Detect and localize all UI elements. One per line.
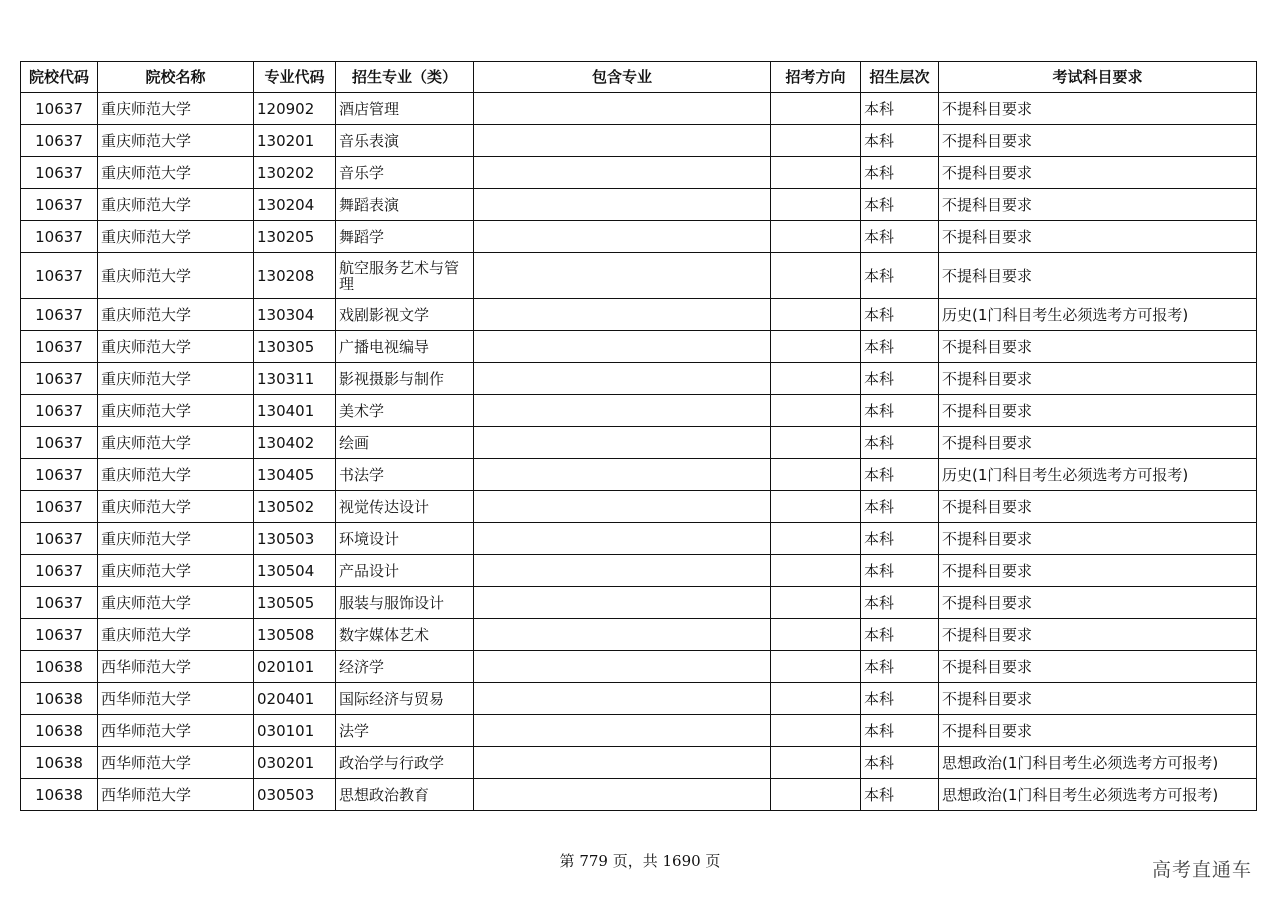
cell-included-majors: [474, 363, 771, 395]
cell-school-name: 重庆师范大学: [98, 587, 254, 619]
cell-level: 本科: [861, 747, 939, 779]
header-subject-req: 考试科目要求: [939, 62, 1257, 93]
cell-included-majors: [474, 221, 771, 253]
cell-level: 本科: [861, 299, 939, 331]
cell-major-name: 舞蹈表演: [336, 189, 474, 221]
table-row: [21, 299, 1257, 331]
cell-school-name: 西华师范大学: [98, 747, 254, 779]
cell-subject-requirement: 不提科目要求: [939, 331, 1257, 363]
cell-direction: [771, 189, 861, 221]
cell-included-majors: [474, 93, 771, 125]
cell-major-name: 美术学: [336, 395, 474, 427]
cell-direction: [771, 555, 861, 587]
cell-school-code: 10638: [21, 779, 98, 811]
table-row: [21, 715, 1257, 747]
cell-included-majors: [474, 331, 771, 363]
cell-school-name: 重庆师范大学: [98, 395, 254, 427]
cell-major-name: 国际经济与贸易: [336, 683, 474, 715]
cell-major-code: 130208: [254, 253, 336, 299]
cell-major-name: 酒店管理: [336, 93, 474, 125]
cell-school-name: 重庆师范大学: [98, 253, 254, 299]
cell-direction: [771, 157, 861, 189]
cell-school-code: 10637: [21, 619, 98, 651]
header-level: 招生层次: [861, 62, 939, 93]
cell-included-majors: [474, 157, 771, 189]
cell-school-code: 10637: [21, 491, 98, 523]
cell-school-name: 重庆师范大学: [98, 523, 254, 555]
cell-level: 本科: [861, 253, 939, 299]
table-row: [21, 427, 1257, 459]
cell-major-name: 法学: [336, 715, 474, 747]
cell-major-code: 130502: [254, 491, 336, 523]
cell-school-code: 10637: [21, 93, 98, 125]
cell-major-code: 130304: [254, 299, 336, 331]
cell-major-name: 环境设计: [336, 523, 474, 555]
table-row: [21, 683, 1257, 715]
table-body: [21, 93, 1257, 811]
cell-subject-requirement: 不提科目要求: [939, 157, 1257, 189]
cell-major-code: 130311: [254, 363, 336, 395]
cell-subject-requirement: 思想政治(1门科目考生必须选考方可报考): [939, 779, 1257, 811]
cell-included-majors: [474, 683, 771, 715]
cell-school-name: 重庆师范大学: [98, 427, 254, 459]
cell-direction: [771, 459, 861, 491]
cell-level: 本科: [861, 221, 939, 253]
cell-included-majors: [474, 555, 771, 587]
cell-major-name: 书法学: [336, 459, 474, 491]
cell-subject-requirement: 不提科目要求: [939, 587, 1257, 619]
cell-level: 本科: [861, 395, 939, 427]
cell-included-majors: [474, 299, 771, 331]
cell-level: 本科: [861, 779, 939, 811]
cell-school-name: 重庆师范大学: [98, 619, 254, 651]
table-row: [21, 253, 1257, 299]
cell-direction: [771, 363, 861, 395]
cell-level: 本科: [861, 93, 939, 125]
cell-level: 本科: [861, 157, 939, 189]
cell-major-code: 130201: [254, 125, 336, 157]
cell-included-majors: [474, 189, 771, 221]
page-number: 第 779 页，共 1690 页: [559, 852, 721, 870]
cell-level: 本科: [861, 331, 939, 363]
cell-school-name: 西华师范大学: [98, 651, 254, 683]
cell-direction: [771, 619, 861, 651]
cell-direction: [771, 93, 861, 125]
cell-school-code: 10638: [21, 683, 98, 715]
cell-school-code: 10638: [21, 747, 98, 779]
cell-included-majors: [474, 715, 771, 747]
table-row: [21, 331, 1257, 363]
cell-subject-requirement: 思想政治(1门科目考生必须选考方可报考): [939, 747, 1257, 779]
cell-direction: [771, 491, 861, 523]
cell-major-code: 030503: [254, 779, 336, 811]
cell-included-majors: [474, 619, 771, 651]
cell-included-majors: [474, 395, 771, 427]
cell-school-code: 10637: [21, 523, 98, 555]
cell-level: 本科: [861, 491, 939, 523]
cell-included-majors: [474, 779, 771, 811]
cell-level: 本科: [861, 459, 939, 491]
cell-school-name: 重庆师范大学: [98, 555, 254, 587]
cell-major-name: 广播电视编导: [336, 331, 474, 363]
table-row: [21, 587, 1257, 619]
table-row: [21, 651, 1257, 683]
header-row: [21, 62, 1257, 93]
table-row: [21, 221, 1257, 253]
cell-included-majors: [474, 523, 771, 555]
cell-direction: [771, 427, 861, 459]
cell-direction: [771, 651, 861, 683]
cell-included-majors: [474, 651, 771, 683]
header-major-code: 专业代码: [254, 62, 336, 93]
cell-subject-requirement: 不提科目要求: [939, 683, 1257, 715]
cell-major-code: 130505: [254, 587, 336, 619]
cell-school-code: 10637: [21, 253, 98, 299]
cell-school-code: 10637: [21, 587, 98, 619]
header-included-majors: 包含专业: [474, 62, 771, 93]
cell-direction: [771, 523, 861, 555]
cell-major-code: 130504: [254, 555, 336, 587]
cell-level: 本科: [861, 363, 939, 395]
cell-major-code: 130503: [254, 523, 336, 555]
cell-school-name: 重庆师范大学: [98, 221, 254, 253]
cell-level: 本科: [861, 125, 939, 157]
cell-school-code: 10637: [21, 189, 98, 221]
cell-school-code: 10637: [21, 299, 98, 331]
cell-school-code: 10637: [21, 395, 98, 427]
cell-subject-requirement: 不提科目要求: [939, 93, 1257, 125]
cell-included-majors: [474, 747, 771, 779]
cell-school-name: 西华师范大学: [98, 715, 254, 747]
cell-direction: [771, 331, 861, 363]
cell-major-name: 政治学与行政学: [336, 747, 474, 779]
table-row: [21, 555, 1257, 587]
cell-school-name: 重庆师范大学: [98, 157, 254, 189]
cell-school-name: 重庆师范大学: [98, 491, 254, 523]
table-row: [21, 523, 1257, 555]
cell-direction: [771, 299, 861, 331]
cell-level: 本科: [861, 427, 939, 459]
cell-major-name: 戏剧影视文学: [336, 299, 474, 331]
cell-school-name: 重庆师范大学: [98, 125, 254, 157]
table-row: [21, 157, 1257, 189]
cell-school-code: 10637: [21, 125, 98, 157]
cell-school-code: 10637: [21, 157, 98, 189]
header-school-name: 院校名称: [98, 62, 254, 93]
cell-level: 本科: [861, 523, 939, 555]
cell-major-code: 130205: [254, 221, 336, 253]
cell-major-code: 130401: [254, 395, 336, 427]
cell-direction: [771, 747, 861, 779]
cell-direction: [771, 683, 861, 715]
cell-major-code: 020101: [254, 651, 336, 683]
cell-subject-requirement: 不提科目要求: [939, 221, 1257, 253]
cell-subject-requirement: 历史(1门科目考生必须选考方可报考): [939, 299, 1257, 331]
cell-major-name: 视觉传达设计: [336, 491, 474, 523]
watermark: 高考直通车: [1151, 859, 1252, 881]
cell-major-name: 影视摄影与制作: [336, 363, 474, 395]
cell-school-name: 重庆师范大学: [98, 459, 254, 491]
cell-subject-requirement: 不提科目要求: [939, 651, 1257, 683]
cell-major-name: 思想政治教育: [336, 779, 474, 811]
cell-school-code: 10637: [21, 331, 98, 363]
cell-level: 本科: [861, 651, 939, 683]
cell-included-majors: [474, 459, 771, 491]
cell-school-code: 10638: [21, 715, 98, 747]
cell-direction: [771, 715, 861, 747]
cell-school-code: 10637: [21, 427, 98, 459]
table-row: [21, 189, 1257, 221]
table-row: [21, 363, 1257, 395]
table-row: [21, 747, 1257, 779]
cell-subject-requirement: 不提科目要求: [939, 253, 1257, 299]
cell-major-code: 130202: [254, 157, 336, 189]
cell-direction: [771, 587, 861, 619]
cell-major-name: 经济学: [336, 651, 474, 683]
cell-subject-requirement: 不提科目要求: [939, 715, 1257, 747]
cell-included-majors: [474, 125, 771, 157]
table-row: [21, 395, 1257, 427]
table-row: [21, 491, 1257, 523]
cell-major-name: 服装与服饰设计: [336, 587, 474, 619]
cell-direction: [771, 221, 861, 253]
cell-school-name: 重庆师范大学: [98, 299, 254, 331]
cell-subject-requirement: 不提科目要求: [939, 125, 1257, 157]
cell-school-code: 10637: [21, 555, 98, 587]
cell-subject-requirement: 不提科目要求: [939, 555, 1257, 587]
cell-school-name: 西华师范大学: [98, 779, 254, 811]
cell-included-majors: [474, 253, 771, 299]
cell-included-majors: [474, 427, 771, 459]
cell-major-code: 120902: [254, 93, 336, 125]
cell-school-name: 重庆师范大学: [98, 189, 254, 221]
table-row: [21, 619, 1257, 651]
cell-major-code: 030201: [254, 747, 336, 779]
cell-direction: [771, 395, 861, 427]
cell-school-name: 重庆师范大学: [98, 363, 254, 395]
cell-subject-requirement: 不提科目要求: [939, 395, 1257, 427]
cell-subject-requirement: 不提科目要求: [939, 189, 1257, 221]
table-row: [21, 779, 1257, 811]
cell-subject-requirement: 历史(1门科目考生必须选考方可报考): [939, 459, 1257, 491]
cell-major-name: 音乐表演: [336, 125, 474, 157]
cell-subject-requirement: 不提科目要求: [939, 619, 1257, 651]
cell-school-code: 10637: [21, 363, 98, 395]
cell-subject-requirement: 不提科目要求: [939, 427, 1257, 459]
cell-direction: [771, 125, 861, 157]
header-school-code: 院校代码: [21, 62, 98, 93]
cell-level: 本科: [861, 587, 939, 619]
cell-major-name: 绘画: [336, 427, 474, 459]
table-row: [21, 459, 1257, 491]
cell-subject-requirement: 不提科目要求: [939, 491, 1257, 523]
cell-major-name: 航空服务艺术与管理: [336, 253, 474, 299]
header-direction: 招考方向: [771, 62, 861, 93]
cell-level: 本科: [861, 715, 939, 747]
header-major: 招生专业（类）: [336, 62, 474, 93]
cell-school-code: 10637: [21, 221, 98, 253]
cell-major-name: 音乐学: [336, 157, 474, 189]
table-row: [21, 125, 1257, 157]
cell-major-name: 舞蹈学: [336, 221, 474, 253]
cell-level: 本科: [861, 683, 939, 715]
cell-major-code: 130305: [254, 331, 336, 363]
cell-level: 本科: [861, 555, 939, 587]
cell-major-code: 130204: [254, 189, 336, 221]
cell-major-code: 030101: [254, 715, 336, 747]
cell-school-code: 10638: [21, 651, 98, 683]
cell-major-code: 020401: [254, 683, 336, 715]
cell-school-code: 10637: [21, 459, 98, 491]
cell-included-majors: [474, 587, 771, 619]
cell-level: 本科: [861, 189, 939, 221]
cell-level: 本科: [861, 619, 939, 651]
cell-direction: [771, 779, 861, 811]
table-row: [21, 93, 1257, 125]
cell-subject-requirement: 不提科目要求: [939, 363, 1257, 395]
cell-major-code: 130405: [254, 459, 336, 491]
cell-included-majors: [474, 491, 771, 523]
cell-major-name: 产品设计: [336, 555, 474, 587]
cell-major-code: 130402: [254, 427, 336, 459]
enrollment-table: [20, 61, 1257, 811]
cell-school-name: 西华师范大学: [98, 683, 254, 715]
cell-direction: [771, 253, 861, 299]
cell-major-name: 数字媒体艺术: [336, 619, 474, 651]
cell-school-name: 重庆师范大学: [98, 331, 254, 363]
cell-school-name: 重庆师范大学: [98, 93, 254, 125]
cell-major-code: 130508: [254, 619, 336, 651]
cell-subject-requirement: 不提科目要求: [939, 523, 1257, 555]
